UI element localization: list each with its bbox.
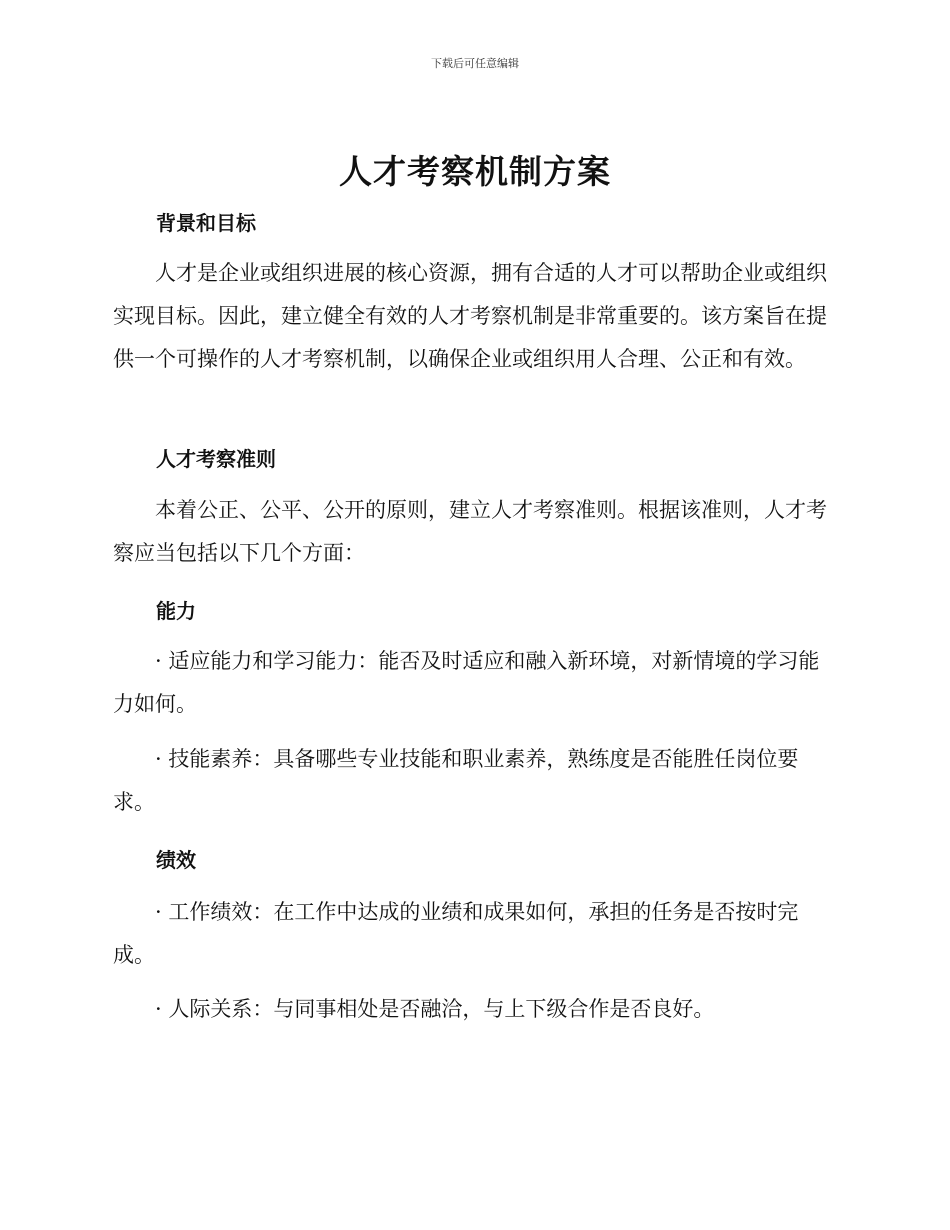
bullet-work-performance: · 工作绩效：在工作中达成的业绩和成果如何，承担的任务是否按时完成。	[113, 900, 799, 967]
bullet-adaptability: · 适应能力和学习能力：能否及时适应和融入新环境，对新情境的学习能力如何。	[113, 649, 820, 716]
document-title: 人才考察机制方案	[339, 152, 611, 191]
header-note: 下载后可任意编辑	[431, 57, 519, 70]
heading-ability: 能力	[156, 599, 196, 623]
heading-performance: 绩效	[156, 848, 196, 872]
paragraph-criteria: 本着公正、公平、公开的原则，建立人才考察准则。根据该准则，人才考察应当包括以下几个方面：	[113, 498, 827, 565]
bullet-skills: · 技能素养：具备哪些专业技能和职业素养，熟练度是否能胜任岗位要求。	[113, 747, 799, 814]
bullet-interpersonal: · 人际关系：与同事相处是否融洽，与上下级合作是否良好。	[155, 997, 715, 1021]
heading-criteria: 人才考察准则	[156, 447, 276, 471]
heading-background: 背景和目标	[156, 211, 256, 235]
paragraph-background: 人才是企业或组织进展的核心资源，拥有合适的人才可以帮助企业或组织实现目标。因此，建立健全有效的人才考察机制是非常重要的。该方案旨在提供一个可操作的人才考察机制，以确保企业或组织用人合理、公正和有效。	[113, 261, 827, 371]
